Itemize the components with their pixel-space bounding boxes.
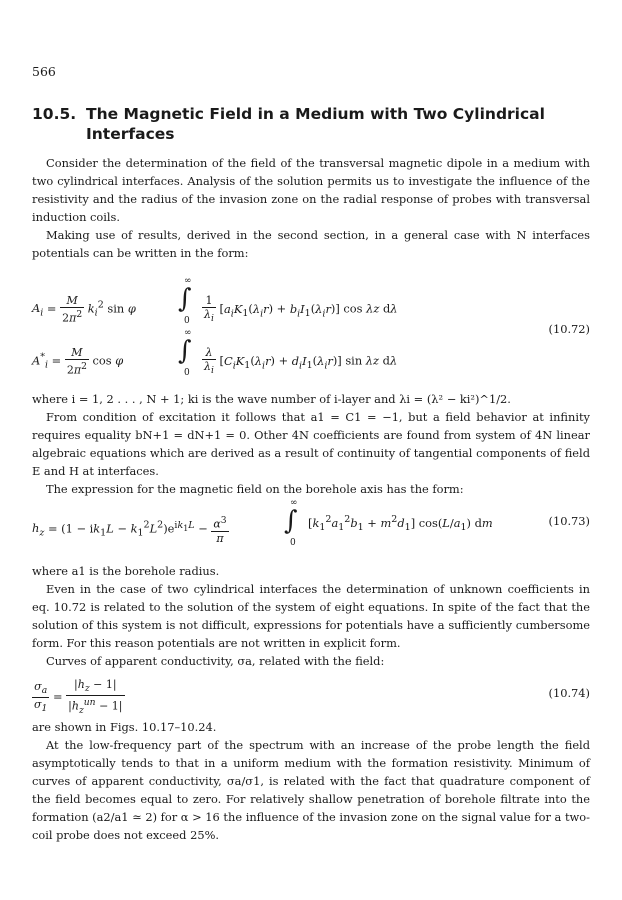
section-number: 10.5. <box>32 105 77 123</box>
eq-number-10-72: (10.72) <box>548 322 590 336</box>
eq-number-10-74: (10.74) <box>548 686 590 700</box>
page-number: 566 <box>32 64 56 79</box>
paragraph-1: Consider the determination of the field of the transversal magnetic dipole in a medium with two cylindrical interfaces. Analysis of the solution permits us to investigate the influence of the resistivity and the radius of the invasion zone on the radial response of probes with transversal induction coils. <box>32 156 590 224</box>
paragraph-7: Even in the case of two cylindrical interfaces the determination of unknown coefficients in eq. 10.72 is related to the solution of the system of eight equations. In spite of the fact that the solution of this system is not difficult, expressions for potentials have a sufficiently cumbersome form. For this reason potentials are not written in explicit form. <box>32 582 590 650</box>
paragraph-8: Curves of apparent conductivity, σa, related with the field: <box>46 654 385 668</box>
paragraph-9: are shown in Figs. 10.17–10.24. <box>32 720 217 734</box>
eq-number-10-73: (10.73) <box>548 514 590 528</box>
equation-10-73: $h_z = (1 - ik_1L - k_1^2L^2)e^{ik_1L}$ − $\frac{\alpha^3}{\pi}$ ∞ ∫ 0 $[k_1^2a_1^2b_1 + m^2d_1]$ $\cos(L/a_1)$ dm (10.73) <box>32 498 590 548</box>
paragraph-4: From condition of excitation it follows that a1 = C1 = −1, but a field behavior at infinity requires equality bN+1 = dN+1 = 0. Other 4N coefficients are found from system of 4N linear algebraic equations which are derived as a result of continuity of tangential components of field E and H at interfaces. <box>32 410 590 478</box>
eq-line-A-star: $A^*_i$ = $\frac{M}{2\pi^2}$ cos φ <box>32 346 124 377</box>
paragraph-6: where a1 is the borehole radius. <box>32 564 220 578</box>
section-title-line2: Interfaces <box>86 125 175 143</box>
paragraph-10: At the low-frequency part of the spectrum with an increase of the probe length the field asymptotically tends to that in a uniform medium with the formation resistivity. Minimum of curves of apparent conductivity, σa/σ1, is related with the fact that quadrature component of the field becomes equal to zero. For relatively shallow penetration of borehole filtrate into the formation (a2/a1 ≃ 2) for α > 16 the influence of the invasion zone on the signal value for a two-coil probe does not exceed 25%. <box>32 738 590 842</box>
equation-10-74: $\frac{\sigma_a}{\sigma_1}$ = $\frac{|h_z - 1|}{|h_z^{un} - 1|}$ (10.74) <box>34 678 590 717</box>
section-title-line1: The Magnetic Field in a Medium with Two Cylindrical <box>86 105 545 123</box>
paragraph-5: The expression for the magnetic field on the borehole axis has the form: <box>46 482 464 496</box>
equation-10-72: $A_i$ = $\frac{M}{2\pi^2}$ $k_i^2$ sin φ ∞ ∫ 0 $\frac{1}{\lambda_i}$ $[a_iK_1(\lambda_ir) + b_iI_1(\lambda_ir)]$ cos λz dλ $A^*_i$ = $\frac{M}{2\pi^2}$ cos φ ∞ ∫ 0 $\frac{\lambda}{\lambda_i}$ $[C_iK_1(\lambda_ir) + d_iI_1(\lambda_ir)]$ sin λz dλ (10.72) <box>32 276 590 378</box>
paragraph-3: where i = 1, 2 . . . , N + 1; ki is the wave number of i-layer and λi = (λ² − ki²)^1/2. <box>32 392 511 406</box>
eq-line-A: $A_i$ = $\frac{M}{2\pi^2}$ $k_i^2$ sin φ <box>32 294 136 325</box>
section-heading <box>32 104 592 144</box>
paragraph-2: Making use of results, derived in the second section, in a general case with N interfaces potentials can be written in the form: <box>32 228 590 260</box>
